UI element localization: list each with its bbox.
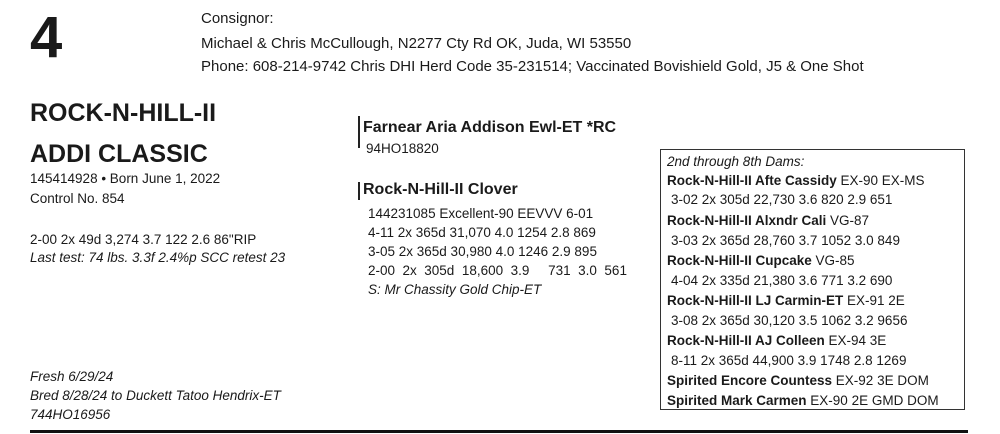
sire-name: Farnear Aria Addison Ewl-ET *RC [363,119,617,136]
cow-name-line1: ROCK-N-HILL-II [30,99,217,127]
ancestor-dam-name: Spirited Encore Countess [667,373,833,388]
pedigree-sire-bracket [358,116,360,148]
dam-record: 4-11 2x 365d 31,070 4.0 1254 2.8 869 [368,225,596,240]
fresh-date: Fresh 6/29/24 [30,369,114,384]
ancestor-dam [667,291,905,310]
ancestor-dam-name: Rock-N-Hill-II Cupcake [667,253,812,268]
consignor-address: Michael & Chris McCullough, N2277 Cty Rd OK, Juda, WI 53550 [201,35,632,52]
pedigree-dam-bracket [358,182,360,200]
dam-record: 2-00 2x 305d 18,600 3.9 731 3.0 561 [368,263,627,278]
ancestor-dam [667,211,869,230]
dam-sire-note: S: Mr Chassity Gold Chip-ET [368,282,542,297]
cow-control-number: Control No. 854 [30,191,125,206]
ancestor-dam [667,331,886,350]
ancestor-dam-name: Rock-N-Hill-II LJ Carmin-ET [667,293,844,308]
dam-info: 144231085 Excellent-90 EEVVV 6-01 [368,206,594,221]
cow-registration: 145414928 • Born June 1, 2022 [30,171,221,186]
ancestor-dam-record: 3-02 2x 305d 22,730 3.6 820 2.9 651 [671,192,893,207]
dam-name: Rock-N-Hill-II Clover [363,181,518,198]
consignor-contact: Phone: 608-214-9742 Chris DHI Herd Code 35-231514; Vaccinated Bovishield Gold, J5 & One Shot [201,58,864,75]
ancestor-dam-score: EX-92 3E DOM [832,373,929,388]
dam-record: 3-05 2x 365d 30,980 4.0 1246 2.9 895 [368,244,597,259]
ancestor-dam-score: EX-91 2E [843,293,905,308]
cow-record: 2-00 2x 49d 3,274 3.7 122 2.6 86"RIP [30,232,257,247]
ancestor-dam-name: Spirited Mark Carmen [667,393,807,408]
ancestor-dam-score: EX-90 EX-MS [836,173,925,188]
ancestor-dam-score: VG-85 [811,253,855,268]
ancestor-dam [667,391,939,410]
ancestor-dam-score: VG-87 [826,213,870,228]
ancestor-dam-record: 8-11 2x 365d 44,900 3.9 1748 2.8 1269 [671,353,907,368]
ancestor-dam-score: EX-90 2E GMD DOM [806,393,939,408]
ancestor-dam-name: Rock-N-Hill-II Alxndr Cali [667,213,827,228]
dams-box-title: 2nd through 8th Dams: [667,154,805,169]
ancestor-dam-record: 3-03 2x 365d 28,760 3.7 1052 3.0 849 [671,233,900,248]
ancestor-dam-name: Rock-N-Hill-II AJ Colleen [667,333,825,348]
lot-number: 4 [30,5,63,70]
sire-code: 94HO18820 [366,141,439,156]
bred-sire-code: 744HO16956 [30,407,111,422]
cow-last-test: Last test: 74 lbs. 3.3f 2.4%p SCC retest 23 [30,250,286,265]
cow-name-line2: ADDI CLASSIC [30,140,208,168]
consignor-label: Consignor: [201,10,274,27]
ancestor-dam-score: EX-94 3E [824,333,887,348]
bred-info: Bred 8/28/24 to Duckett Tatoo Hendrix-ET [30,388,281,403]
bottom-rule [30,430,968,433]
ancestor-dam [667,171,925,190]
ancestor-dam-record: 3-08 2x 365d 30,120 3.5 1062 3.2 9656 [671,313,908,328]
ancestor-dam [667,371,929,390]
ancestor-dam [667,251,855,270]
ancestor-dam-record: 4-04 2x 335d 21,380 3.6 771 3.2 690 [671,273,893,288]
ancestor-dam-name: Rock-N-Hill-II Afte Cassidy [667,173,837,188]
